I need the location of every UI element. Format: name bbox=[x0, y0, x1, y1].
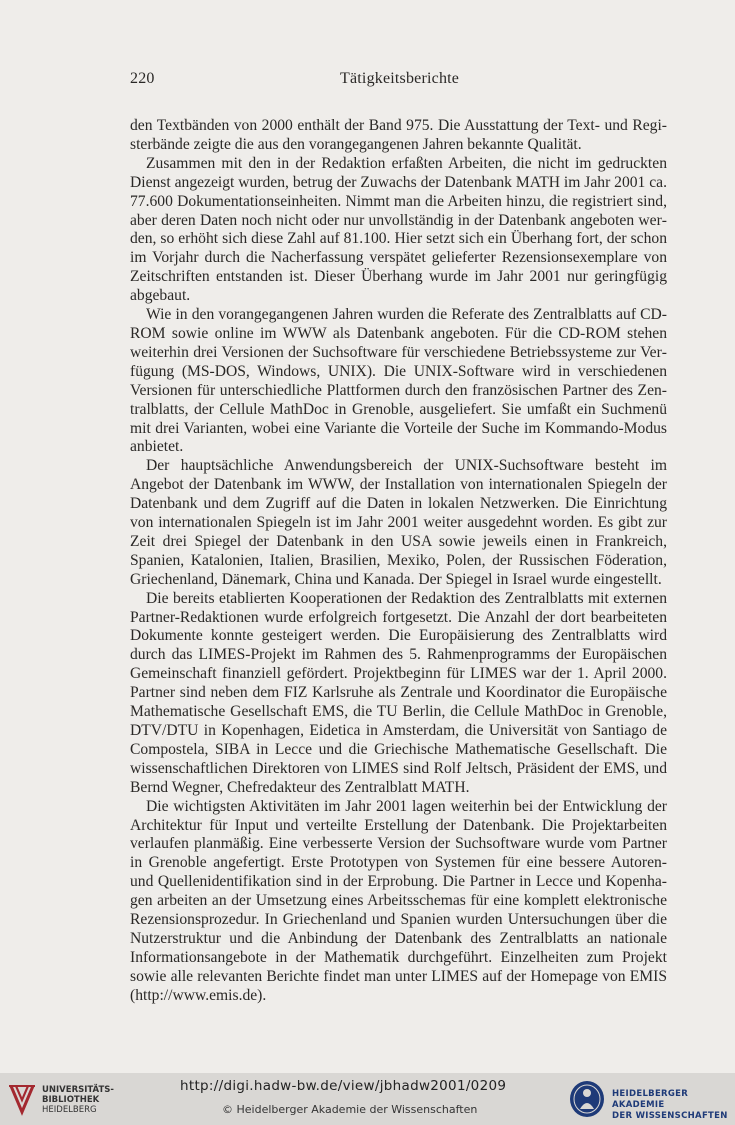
copyright-notice: © Heidelberger Akademie der Wissenschaften bbox=[222, 1103, 478, 1116]
body-text bbox=[130, 117, 667, 1006]
paragraph: Wie in den vorangegangenen Jahren wurden die Referate des Zentralblatts auf CD-ROM sowie online im WWW als Datenbank angeboten. Für die CD-ROM stehen weiterhin drei Versionen der Suchsoftware für verschiedene Betriebssysteme zur Verfügung (MS-DOS, Windows, UNIX). Die UNIX-Software wird in verschiedenen Versionen für unterschiedliche Plattformen durch den französischen Partner des Zentralblatts, der Cellule MathDoc in Grenoble, ausgeliefert. Sie umfaßt ein Suchmenü mit drei Varianten, wobei eine Variante die Vorteile der Suche im Kommando-Modus anbietet. bbox=[130, 306, 667, 456]
paragraph: Zusammen mit den in der Redaktion erfaßten Arbeiten, die nicht im gedruckten Dienst angezeigt wurden, betrug der Zuwachs der Datenbank MATH im Jahr 2001 ca. 77.600 Dokumentationseinheiten. Nimmt man die Arbeiten hinzu, die registriert sind, aber deren Daten noch nicht oder nur unvollständig in der Datenbank angeboten werden, so erhöht sich diese Zahl auf 81.100. Hier setzt sich ein Überhang fort, der schon im Vorjahr durch die Nacherfassung verspätet gelieferter Rezensionsexemplare von Zeitschriften entstanden ist. Dieser Überhang wurde im Jahr 2001 nur geringfügig abgebaut. bbox=[130, 154, 667, 305]
running-head: Tätigkeitsberichte bbox=[340, 70, 460, 87]
viewer-footer bbox=[0, 1073, 735, 1125]
permalink-link[interactable]: http://digi.hadw-bw.de/view/jbhadw2001/0209 bbox=[180, 1078, 507, 1094]
academy-name: HEIDELBERGER AKADEMIE DER WISSENSCHAFTEN bbox=[612, 1089, 728, 1121]
paragraph: den Textbänden von 2000 enthält der Band 975. Die Ausstattung der Text- und Registerbände zeigte die aus den vorangegangenen Jahren bekannte Qualität. bbox=[130, 117, 667, 153]
academy-seal-icon bbox=[568, 1079, 606, 1119]
page-number: 220 bbox=[130, 70, 155, 87]
paragraph: Der hauptsächliche Anwendungsbereich der UNIX-Suchsoftware besteht im Angebot der Datenbank im WWW, der Installation von internationalen Spiegeln der Datenbank und dem Zugriff auf die Daten in lokalen Netzwerken. Die Einrichtung von internationalen Spiegeln ist im Jahr 2001 weiter ausgedehnt worden. Es gibt zur Zeit drei Spiegel der Datenbank in den USA sowie jeweils einen in Frankreich, Spanien, Katalonien, Italien, Brasilien, Mexiko, Polen, der Russischen Föderation, Griechenland, Dänemark, China und Kanada. Der Spiegel in Israel wurde eingestellt. bbox=[130, 457, 667, 588]
paragraph: Die wichtigsten Aktivitäten im Jahr 2001 lagen weiterhin bei der Entwicklung der Architektur für Input und verteilte Erstellung der Datenbank. Die Projektarbeiten verlaufen planmäßig. Eine verbesserte Version der Suchsoftware wurde vom Partner in Grenoble angefertigt. Erste Prototypen von Systemen für eine bessere Autoren- und Quellenidentifikation sind in der Erprobung. Die Partner in Lecce und Kopenhagen arbeiten an der Umsetzung eines Arbeitsschemas für eine komplett elektronische Rezensionsprozedur. In Griechenland und Spanien wurden Untersuchungen über die Nutzerstruktur und die Anbindung der Datenbank des Zentralblatts an nationale Informationsangebote in der Mathematik durchgeführt. Einzelheiten zum Projekt sowie alle relevanten Berichte findet man unter LIMES auf der Homepage von EMIS (http://www.emis.de). bbox=[130, 797, 667, 1004]
page-header bbox=[130, 70, 667, 90]
paragraph: Die bereits etablierten Kooperationen der Redaktion des Zentralblatts mit externen Partner-Redaktionen wurde erfolgreich fortgesetzt. Die Anzahl der dort bearbeiteten Dokumente konnte gesteigert werden. Die Europäisierung des Zentralblatts wird durch das LIMES-Projekt im Rahmen des 5. Rahmenprogramms der Europäischen Gemeinschaft finanziell gefördert. Projektbeginn für LIMES war der 1. April 2000. Partner sind neben dem FIZ Karlsruhe als Zentrale und Koordinator die Europäische Mathematische Gesellschaft EMS, die TU Berlin, die Cellule MathDoc in Grenoble, DTV/DTU in Kopenhagen, Eidetica in Amsterdam, die Universität von Santiago de Compostela, SIBA in Lecce und die Griechische Mathematische Gesellschaft. Die wissenschaftlichen Direktoren von LIMES sind Rolf Jeltsch, Präsident der EMS, und Bernd Wegner, Chefredakteur des Zentralblatt MATH. bbox=[130, 589, 667, 796]
university-library-name: UNIVERSITÄTS- BIBLIOTHEK HEIDELBERG bbox=[42, 1085, 114, 1115]
university-library-logo-icon bbox=[8, 1082, 36, 1116]
